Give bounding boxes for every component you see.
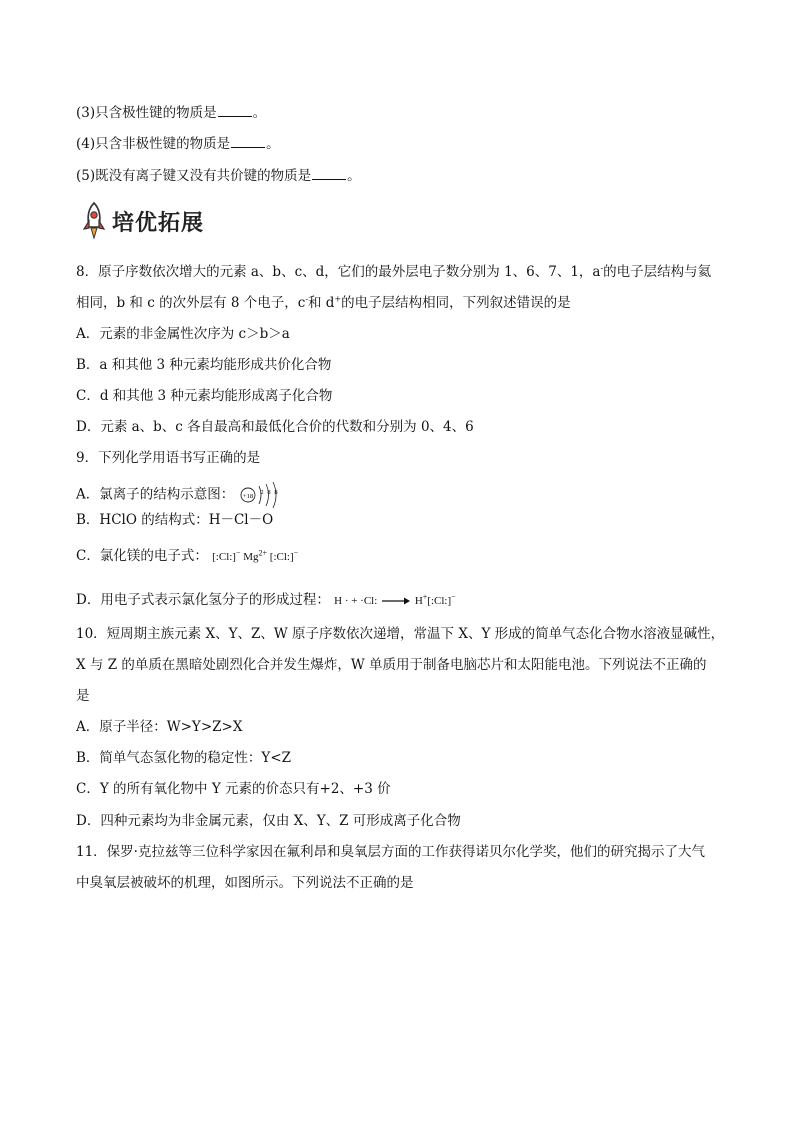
section-header: [80, 200, 204, 242]
answer-blank[interactable]: [312, 167, 346, 180]
q8-stem-line1: 8．原子序数依次增大的元素 a、b、c、d，它们的最外层电子数分别为 1、6、7、1，a-的电子层结构与氦: [76, 263, 712, 280]
q10-stem-line2: X 与 Z 的单质在黑暗处剧烈化合并发生爆炸，W 单质用于制备电脑芯片和太阳能电池。下列说法不正确的: [76, 657, 707, 673]
svg-text:+18: +18: [242, 493, 253, 500]
q9-option-c: C．氯化镁的电子式： [:Cl:]− $Mg^{2+}$ [:Cl:]−: [76, 547, 299, 564]
q10-stem-line3: 是: [76, 688, 90, 704]
q8-option-b: B．a 和其他 3 种元素均能形成共价化合物: [76, 357, 332, 373]
q11-stem-line2: 中臭氧层被破坏的机理，如图所示。下列说法不正确的是: [76, 875, 414, 891]
reaction-arrow-icon: [380, 596, 412, 606]
q10-option-a: A．原子半径：W>Y>Z>X: [76, 719, 243, 735]
section-title: 培优拓展: [112, 210, 205, 236]
rocket-icon: [80, 201, 108, 241]
q7-part3: (3)只含极性键的物质是 。: [76, 105, 267, 121]
q9-option-a: A．氯离子的结构示意图： +18 2 8 8: [76, 480, 285, 510]
q8-option-c: C．d 和其他 3 种元素均能形成离子化合物: [76, 388, 333, 404]
q9-option-d: D．用电子式表示氯化氢分子的形成过程： H · + ·Cl: H+[:Cl:]−: [76, 591, 456, 608]
svg-text:2: 2: [259, 489, 264, 496]
magnesium-chloride-electron-formula: [:Cl:]− $Mg^{2+}$ [:Cl:]−: [212, 547, 299, 563]
q7-part5: (5)既没有离子键又没有共价键的物质是 。: [76, 168, 361, 184]
answer-blank[interactable]: [218, 104, 252, 117]
svg-text:8: 8: [273, 489, 278, 496]
q8-option-a: A．元素的非金属性次序为 c＞b＞a: [76, 326, 290, 342]
q10-option-c: C．Y 的所有氧化物中 Y 元素的价态只有+2、+3 价: [76, 781, 391, 797]
chloride-ion-structure-diagram: [239, 480, 285, 510]
svg-text:8: 8: [266, 489, 271, 496]
q9-option-b: B．HClO 的结构式：H－Cl－O: [76, 512, 274, 528]
q8-stem-line2: 相同，b 和 c 的次外层有 8 个电子，c-和 d+的电子层结构相同，下列叙述错误的是: [76, 294, 571, 311]
q9-stem: 9．下列化学用语书写正确的是: [76, 450, 261, 466]
q10-option-b: B．简单气态氢化物的稳定性：Y<Z: [76, 750, 292, 766]
q10-option-d: D．四种元素均为非金属元素，仅由 X、Y、Z 可形成离子化合物: [76, 813, 461, 829]
hcl-formation-electron-formula: H · + ·Cl: H+[:Cl:]−: [334, 591, 456, 607]
q7-part4: (4)只含非极性键的物质是 。: [76, 136, 280, 152]
answer-blank[interactable]: [231, 135, 265, 148]
q8-option-d: D．元素 a、b、c 各自最高和最低化合价的代数和分别为 0、4、6: [76, 419, 474, 435]
q11-stem-line1: 11．保罗·克拉兹等三位科学家因在氟利昂和臭氧层方面的工作获得诺贝尔化学奖，他们的研究揭示了大气: [76, 844, 705, 860]
q10-stem-line1: 10．短周期主族元素 X、Y、Z、W 原子序数依次递增，常温下 X、Y 形成的简单气态化合物水溶液显碱性，: [76, 626, 725, 642]
